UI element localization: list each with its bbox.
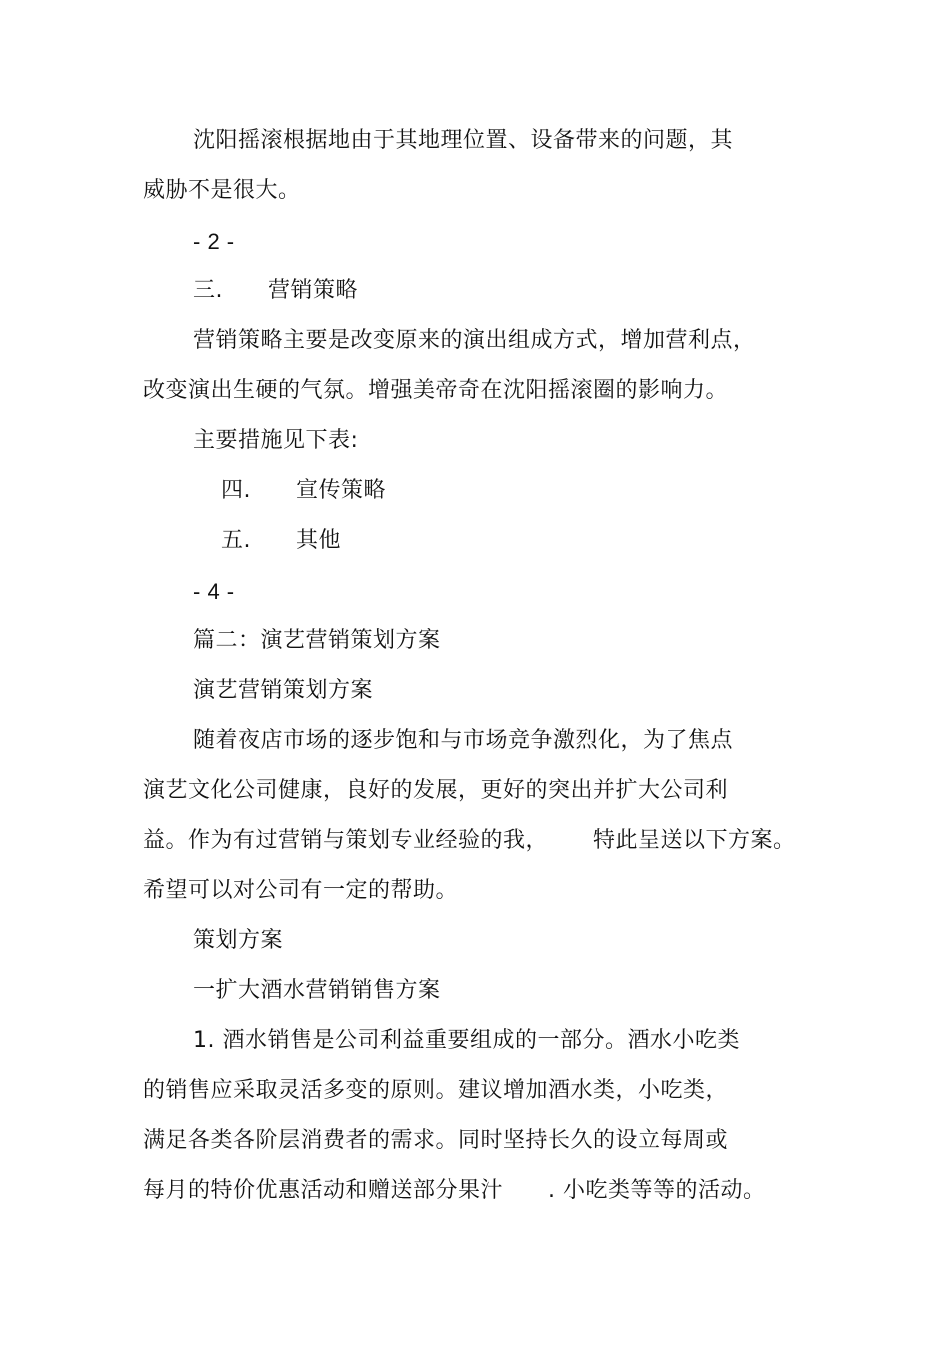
paragraph-line: 1. 酒水销售是公司利益重要组成的一部分。酒水小吃类	[193, 1028, 740, 1053]
section-heading: 三. 营销策略	[193, 278, 358, 303]
paragraph-line: 希望可以对公司有一定的帮助。	[143, 878, 459, 903]
paragraph-line: 随着夜店市场的逐步饱和与市场竞争激烈化，为了焦点	[193, 728, 734, 753]
paragraph-line: 改变演出生硬的气氛。增强美帝奇在沈阳摇滚圈的影响力。	[143, 378, 729, 403]
paragraph-line: 演艺文化公司健康，良好的发展，更好的突出并扩大公司利	[143, 778, 729, 803]
section-heading: 策划方案	[193, 928, 284, 953]
section-heading: 一扩大酒水营销销售方案	[193, 978, 441, 1003]
paragraph-line: 的销售应采取灵活多变的原则。建议增加酒水类，小吃类，	[143, 1078, 729, 1103]
paragraph-line: 满足各类各阶层消费者的需求。同时坚持长久的设立每周或	[143, 1128, 729, 1153]
article-title: 篇二：演艺营销策划方案	[193, 628, 441, 653]
page-number: - 4 -	[193, 579, 235, 604]
paragraph-line: 沈阳摇滚根据地由于其地理位置、设备带来的问题，其	[193, 128, 734, 153]
paragraph-line: 威胁不是很大。	[143, 178, 301, 203]
paragraph-line: 主要措施见下表:	[193, 428, 359, 453]
section-heading: 四. 宣传策略	[221, 478, 386, 503]
paragraph-line: 益。作为有过营销与策划专业经验的我， 特此呈送以下方案。	[143, 828, 796, 853]
paragraph-line: 每月的特价优惠活动和赠送部分果汁 . 小吃类等等的活动。	[143, 1178, 766, 1203]
section-heading: 五. 其他	[221, 528, 341, 553]
page-number: - 2 -	[193, 229, 235, 254]
paragraph-line: 营销策略主要是改变原来的演出组成方式，增加营利点，	[193, 328, 756, 353]
article-subtitle: 演艺营销策划方案	[193, 678, 374, 703]
